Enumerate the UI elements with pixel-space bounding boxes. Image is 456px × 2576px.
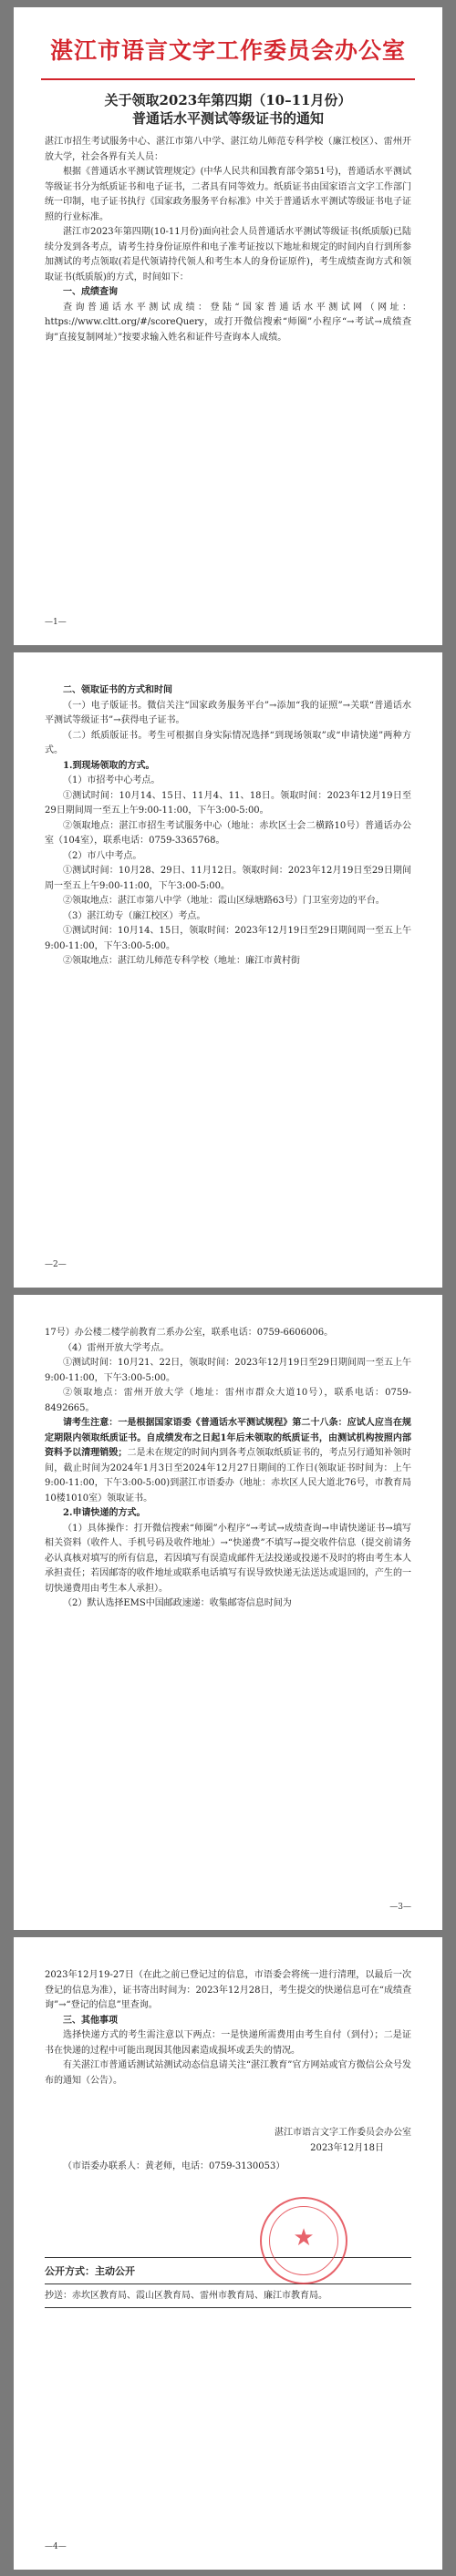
center-3-time: ①测试时间：10月14、15日，领取时间：2023年12月19日至29日期间周一至五上午9:00-11:00，下午3:00-5:00。 [45, 926, 411, 951]
section-3-text: 选择快递方式的考生需注意以下两点：一是快递所需费用由考生自付（到付）；二是证书在快递的过程中可能出现因其他因素造成损坏或丢失的情况。 [45, 2030, 411, 2056]
paper-cert-text: （二）纸质版证书。考生可根据自身实际情况选择“到现场领取”或“申请快递”两种方式。 [45, 730, 411, 755]
center-4-address: ②领取地点：雷州开放大学（地址：雷州市群众大道10号），联系电话：0759-8492665。 [45, 1388, 411, 1413]
post-heading: 2.申请快递的方式。 [63, 1508, 146, 1518]
page-number: —2— [45, 1260, 67, 1269]
section-2-heading: 二、领取证书的方式和时间 [63, 685, 172, 695]
post-step-2-continued: 2023年12月19-27日（在此之前已登记过的信息，市语委会将统一进行清理，以最后一次登记的信息为准），证书寄出时间为：2023年12月28日，考生提交的快递信息可在“成绩查询”→“登记的信息”里查询。 [45, 1970, 411, 2010]
e-cert-text: （一）电子版证书。微信关注“国家政务服务平台”→添加“我的证照”→关联“普通话水平测试等级证书”→获得电子证书。 [45, 700, 411, 725]
divider-bottom [45, 2307, 411, 2308]
center-1-time: ①测试时间：10月14、15日、11月4、11、18日。领取时间：2023年12月19日至29日期间周一至五上午9:00-11:00，下午3:00-5:00。 [45, 790, 411, 816]
publish-mode: 公开方式：主动公开 [45, 2264, 135, 2277]
post-step-2: （2）默认选择EMS中国邮政速递：收集邮寄信息时间为 [63, 1598, 292, 1608]
divider-top [45, 2257, 411, 2258]
post-step-1: （1）具体操作：打开微信搜索“师圈”小程序“→考试→成绩查询→申请快递证书→填写相关资料（收件人、手机号码及收件地址）→“快递费”不填写→提交收件信息（提交前请务必认真核对填写的所有信息，若因填写有误造成邮件无法投递或投递不及时的将由考生本人承担责任；若因邮寄的收件地址或联系电话填写有误导致快递无法送达或退回的，产生的一切快递费用由考生本人承担）。 [45, 1523, 411, 1594]
section-3-extra: 有关湛江市普通话测试站测试动态信息请关注“湛江教育”官方网站或官方微信公众号发布的通知（公告）。 [45, 2060, 411, 2086]
page-2 [14, 652, 442, 1288]
center-2-name: （2）市八中考点。 [63, 850, 142, 861]
intro-paragraph-1: 根据《普通话水平测试管理规定》(中华人民共和国教育部令第51号)，普通话水平测试等级证书分为纸质证书和电子证书，二者具有同等效力。纸质证书由国家语言文字工作部门统一印制，电子证书执行《国家政务服务平台标准》中关于普通话水平测试等级证书电子证照的行业标准。 [45, 167, 411, 222]
onsite-heading: 1.到现场领取的方式。 [63, 760, 155, 771]
official-seal [260, 2197, 347, 2284]
doc-title-line2: 普通话水平测试等级证书的通知 [131, 110, 324, 127]
attention-paragraph [45, 1416, 411, 1506]
section-3-heading: 三、其他事项 [63, 2015, 118, 2026]
salutation: 湛江市招生考试服务中心、湛江市第八中学、湛江幼儿师范专科学校（廉江校区）、雷州开放大学，社会各界有关人员： [45, 137, 411, 162]
center-3-name: （3）湛江幼专（廉江校区）考点。 [63, 910, 206, 921]
signature-date: 2023年12月18日 [310, 2143, 384, 2153]
page-number: —1— [45, 618, 67, 627]
red-divider [41, 78, 415, 80]
center-4-time: ①测试时间：10月21、22日，领取时间：2023年12月19日至29日期间周一至五上午9:00-11:00，下午3:00-5:00。 [45, 1358, 411, 1383]
page-4 [14, 1937, 442, 2570]
section-1-heading: 一、成绩查询 [63, 287, 118, 297]
attention-bold: 一是根据国家语委《普通话水平测试规程》第二十八条：应试人应当在规定期限内领取纸质证书。自成绩发布之日起1年后未领取的纸质证书，由测试机构按照内部资料予以清理销毁； [45, 1418, 412, 1458]
center-3-address-start: ②领取地点：湛江幼儿师范专科学校（地址：廉江市黄村街 [63, 956, 300, 966]
attention-rest: 二是未在规定的时间内到各考点领取纸质证书的，考点另行通知补领时间，截止时间为2024年1月3日至2024年12月27日期间的工作日(领取证书时间为：上午9:00-11:00，下午3:00-5:00)到湛江市语委办（地址：赤坎区人民大道北76号，市教育局10楼1010室）领取证书。 [45, 1448, 412, 1504]
center-1-address: ②领取地点：湛江市招生考试服务中心（地址：赤坎区士会二横路10号）普通话办公室（104室），联系电话：0759-3365768。 [45, 820, 411, 846]
center-2-time: ①测试时间：10月28、29日、11月12日。领取时间：2023年12月19日至29日期间周一至五上午9:00-11:00，下午3:00-5:00。 [45, 866, 411, 891]
center-4-name: （4）雷州开放大学考点。 [63, 1342, 170, 1353]
seal-star-icon: ★ [293, 2224, 315, 2252]
page-number: —3— [389, 1903, 411, 1912]
page-number: —4— [45, 2542, 67, 2551]
score-query-text: 查询普通话水平测试成绩：登陆“国家普通话水平测试网（网址：https://www.cltt.org/#/scoreQuery，或打开微信搜索“师圈”小程序“→考试→成绩查询”直接复制网址）”按要求输入姓名和证件号查询本人成绩。 [45, 302, 411, 343]
page-3 [14, 1295, 442, 1930]
org-header: 湛江市语言文字工作委员会办公室 [49, 37, 406, 64]
intro-paragraph-2: 湛江市2023年第四期(10-11月份)面向社会人员普通话水平测试等级证书(纸质版)已陆续分发到各考点，请考生持身份证原件和电子准考证按以下地址和规定的时间内自行到所参加测试的考点领取(若是代领请持代领人和考生本人的身份证原件)，考生成绩查询方式和领取证书(纸质版)的方式，时间如下： [45, 227, 411, 282]
signature-org: 湛江市语言文字工作委员会办公室 [275, 2128, 411, 2138]
cc-list: 抄送：赤坎区教育局、霞山区教育局、雷州市教育局、廉江市教育局。 [45, 2290, 327, 2301]
attention-label: 请考生注意： [63, 1418, 119, 1428]
page-1 [14, 7, 442, 645]
contact-line: （市语委办联系人：黄老师，电话：0759-3130053） [63, 2161, 285, 2171]
center-2-address: ②领取地点：湛江市第八中学（地址：霞山区绿塘路63号）门卫室旁边的平台。 [63, 896, 385, 906]
doc-title-line1: 关于领取2023年第四期（10–11月份） [104, 92, 352, 108]
center-1-name: （1）市招考中心考点。 [63, 775, 161, 785]
center-3-address-end: 17号）办公楼二楼学前教育二系办公室，联系电话：0759-6606006。 [45, 1328, 334, 1338]
